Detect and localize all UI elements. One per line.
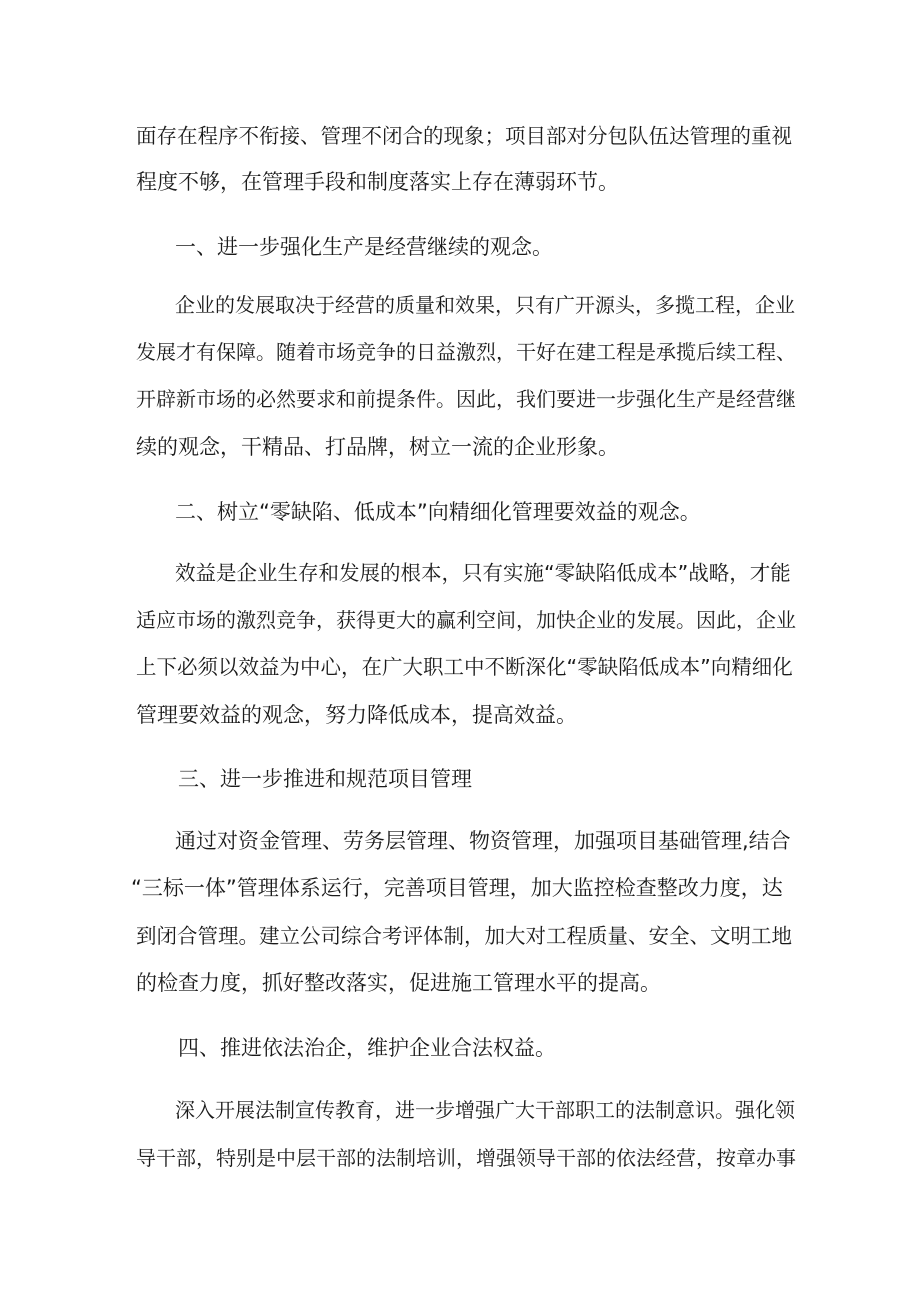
section-heading-2: 二、树立“零缺陷、低成本”向精细化管理要效益的观念。	[175, 500, 701, 524]
section-heading-1: 一、进一步强化生产是经营继续的观念。	[175, 235, 553, 259]
text-line: 到闭合管理。建立公司综合考评体制，加大对工程质量、安全、文明工地	[136, 924, 792, 948]
text-line: 面存在程序不衔接、管理不闭合的现象；项目部对分包队伍达管理的重视	[136, 124, 792, 148]
text-line: 发展才有保障。随着市场竞争的日益激烈，干好在建工程是承揽后续工程、	[136, 340, 796, 364]
section-heading-4: 四、推进依法治企，维护企业合法权益。	[178, 1036, 556, 1060]
text-line: 上下必须以效益为中心，在广大职工中不断深化“零缺陷低成本”向精细化	[136, 655, 793, 679]
text-line: 效益是企业生存和发展的根本，只有实施“零缺陷低成本”战略，才能	[175, 561, 791, 585]
text-line: 开辟新市场的必然要求和前提条件。因此，我们要进一步强化生产是经营继	[136, 387, 796, 411]
section-heading-3: 三、进一步推进和规范项目管理	[178, 767, 472, 791]
text-line: 程度不够，在管理手段和制度落实上存在薄弱环节。	[136, 170, 619, 194]
text-line: 适应市场的激烈竞争，获得更大的赢利空间，加快企业的发展。因此，企业	[136, 608, 796, 632]
text-line: 通过对资金管理、劳务层管理、物资管理，加强项目基础管理,结合	[175, 829, 791, 853]
text-line: 续的观念，干精品、打品牌，树立一流的企业形象。	[136, 435, 619, 459]
text-line: 企业的发展取决于经营的质量和效果，只有广开源头，多揽工程，企业	[175, 293, 795, 317]
text-line: “三标一体”管理体系运行，完善项目管理，加大监控检查整改力度，达	[131, 876, 783, 900]
text-line: 导干部，特别是中层干部的法制培训，增强领导干部的依法经营，按章办事	[136, 1146, 796, 1170]
text-line: 管理要效益的观念，努力降低成本，提高效益。	[136, 703, 577, 727]
text-line: 深入开展法制宣传教育，进一步增强广大干部职工的法制意识。强化领	[175, 1098, 795, 1122]
text-line: 的检查力度，抓好整改落实，促进施工管理水平的提高。	[136, 971, 661, 995]
